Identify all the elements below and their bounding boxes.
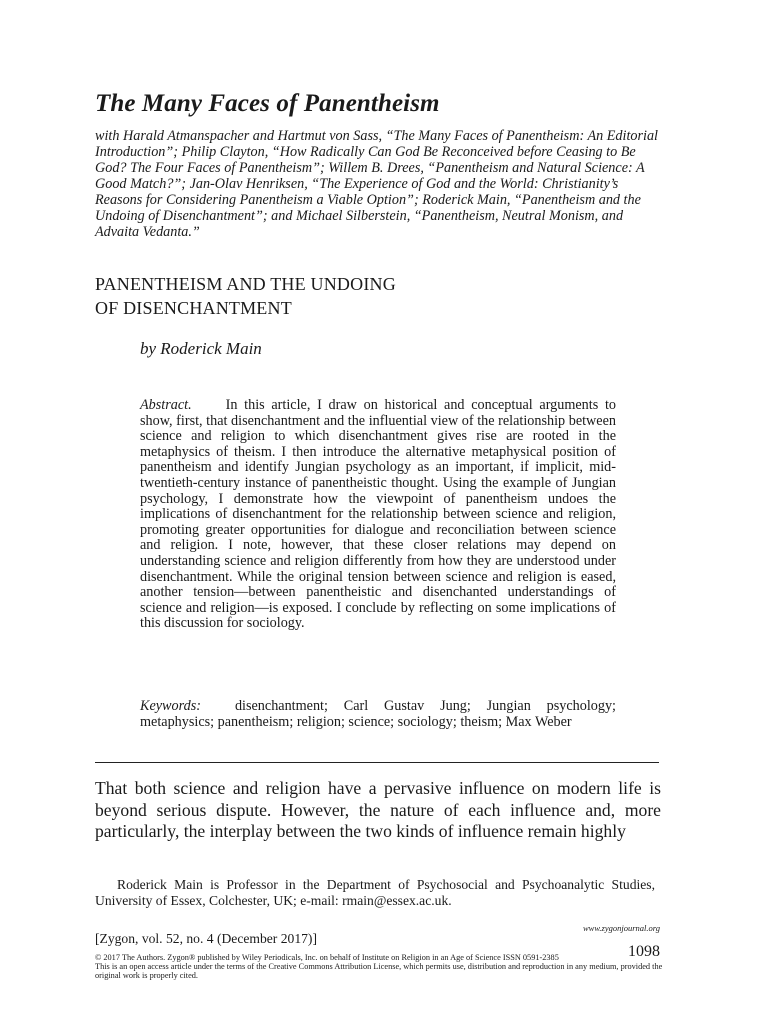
abstract-text: In this article, I draw on historical and conceptual arguments to show, first, that disenchantment and the influential view of the relationship between science and religion to which disenchantment gives rise are rooted in the metaphysics of theism. I then introduce the alternative metaphysical position of panentheism and identify Jungian psychology as an important, if implicit, mid-twentieth-century instance of panentheistic thought. Using the example of Jungian psychology, I demonstrate how the viewpoint of panentheism undoes the implications of disenchantment for the relationship between science and religion, promoting greater opportunities for dialogue and reconciliation between science and religion. I note, however, that these closer relations may depend on understanding science and religion differently from how they are understood under disenchantment. While the original tension between science and religion is eased, another tension—between panentheistic and disenchanted understandings of science and religion—is exposed. I conclude by reflecting on some implications of this discussion for sociology. [140,397,616,632]
section-divider [95,762,659,763]
abstract [140,398,616,632]
copyright-notice: © 2017 The Authors. Zygon® published by Wiley Periodicals, Inc. on behalf of Institute on Religion in an Age of Science ISSN 0591-2385 [95,953,559,962]
author-byline: by Roderick Main [140,339,262,358]
series-description: with Harald Atmanspacher and Hartmut von Sass, “The Many Faces of Panentheism: An Editorial Introduction”; Philip Clayton, “How Radically Can God Be Reconceived before Ceasing to Be God? The Four Faces of Panentheism”; Willem B. Drees, “Panentheism and Natural Science: A Good Match?”; Jan-Olav Henriksen, “The Experience of God and the World: Christianity’s Reasons for Considering Panentheism a Viable Option”; Roderick Main, “Panentheism and the Undoing of Disenchantment”; and Michael Silberstein, “Panentheism, Neutral Monism, and Advaita Vedanta.” [95,128,659,240]
journal-citation: [Zygon, vol. 52, no. 4 (December 2017)] [95,931,317,946]
journal-url[interactable]: www.zygonjournal.org [583,923,660,933]
body-paragraph: That both science and religion have a pervasive influence on modern life is beyond serious dispute. However, the nature of each influence and, more particularly, the interplay between the two kinds of influence remain highly [95,778,661,841]
series-title: The Many Faces of Panentheism [95,90,440,117]
license-notice: This is an open access article under the terms of the Creative Commons Attribution License, which permits use, distribution and reproduction in any medium, provided the original work is properly cited. [95,962,663,980]
article-title [95,272,396,320]
keywords-text: disenchantment; Carl Gustav Jung; Jungian psychology; metaphysics; panentheism; religion; science; sociology; theism; Max Weber [140,698,616,730]
abstract-label: Abstract. [140,397,192,413]
article-title-line-1: PANENTHEISM AND THE UNDOING [95,274,396,294]
keywords-label: Keywords: [140,698,201,714]
page-number: 1098 [628,943,660,960]
author-footnote: Roderick Main is Professor in the Department of Psychosocial and Psychoanalytic Studies, University of Essex, Colchester, UK; e-mail: rmain@essex.ac.uk. [95,877,655,908]
article-title-line-2: OF DISENCHANTMENT [95,298,292,318]
keywords [140,699,616,730]
